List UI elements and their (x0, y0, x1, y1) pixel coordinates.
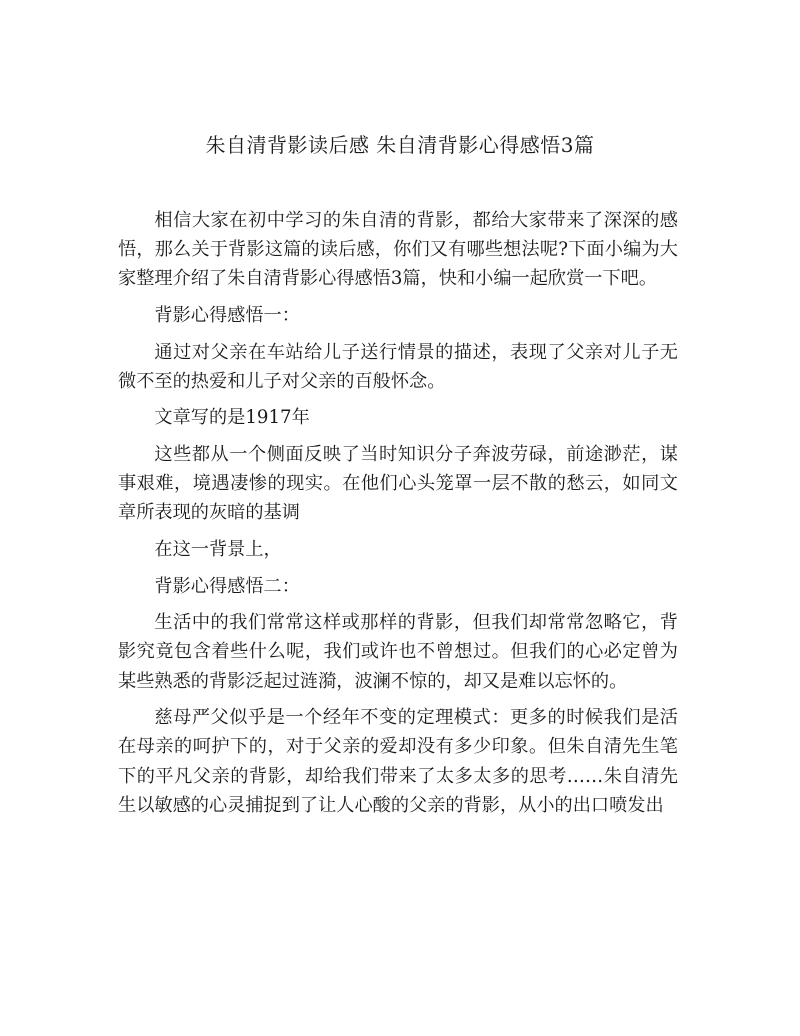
section-heading-1: 背影心得感悟一： (154, 305, 300, 326)
paragraph: 慈母严父似乎是一个经年不变的定理模式：更多的时候我们是活在母亲的呵护下的，对于父亲的爱却没有多少印象。但朱自清先生笔下的平凡父亲的背影，却给我们带来了太多太多的思考……朱自清先生以敏感的心灵捕捉到了让人心酸的父亲的背影，从小的出口喷发出 (118, 707, 678, 816)
paragraph: 文章写的是1917年 (154, 407, 310, 429)
paragraph: 通过对父亲在车站给儿子送行情景的描述，表现了父亲对儿子无微不至的热爱和儿子对父亲的百般怀念。 (118, 341, 678, 392)
document-body (118, 206, 678, 827)
paragraph: 这些都从一个侧面反映了当时知识分子奔波劳碌，前途渺茫，谋事艰难，境遇凄惨的现实。在他们心头笼罩一层不散的愁云，如同文章所表现的灰暗的基调 (118, 443, 678, 524)
section-heading-2: 背影心得感悟二： (154, 575, 300, 597)
paragraph-intro: 相信大家在初中学习的朱自清的背影，都给大家带来了深深的感悟，那么关于背影这篇的读后感，你们又有哪些想法呢?下面小编为大家整理介绍了朱自清背影心得感悟3篇，快和小编一起欣赏一下吧。 (118, 210, 678, 290)
paragraph: 在这一背景上， (154, 538, 282, 560)
paragraph: 生活中的我们常常这样或那样的背影，但我们却常常忽略它，背影究竟包含着些什么呢，我们或许也不曾想过。但我们的心必定曾为某些熟悉的背影泛起过涟漪，波澜不惊的，却又是难以忘怀的。 (118, 612, 678, 692)
document-title: 朱自清背影读后感 朱自清背影心得感悟3篇 (205, 133, 595, 157)
